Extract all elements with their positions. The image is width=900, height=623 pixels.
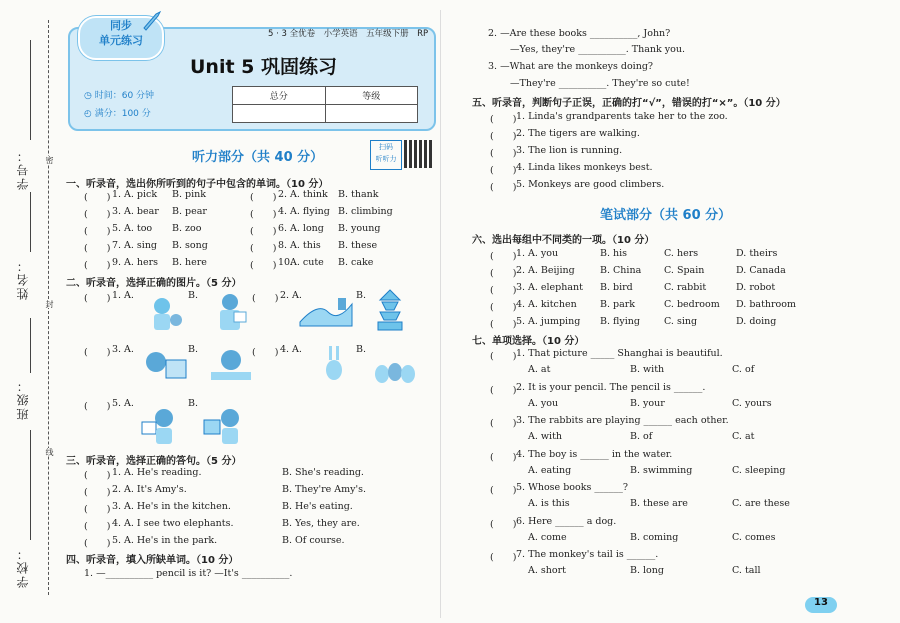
answer-paren[interactable]: ( ) (250, 243, 277, 254)
question-number: 5. (112, 398, 122, 409)
section-6-title: 六、选出每组中不同类的一项。（10 分） (472, 235, 655, 246)
option-a[interactable]: A. you (528, 397, 559, 409)
answer-paren[interactable]: ( ) (84, 504, 111, 515)
option-b[interactable]: B. China (600, 265, 642, 276)
score-total-cell[interactable] (233, 105, 326, 123)
option-a[interactable]: A. is this (528, 498, 570, 509)
time-info: ◷ 时间：60 分钟 (84, 91, 155, 101)
binding-mark-feng: 封 (45, 300, 54, 308)
option-b[interactable]: B. song (172, 240, 208, 251)
picture-great-wall (298, 292, 354, 330)
option-c[interactable]: C. yours (732, 397, 772, 409)
question-number: 2. (112, 484, 122, 495)
option-a[interactable]: A. hers (124, 257, 159, 268)
answer-paren[interactable]: ( ) (84, 401, 111, 412)
option-b[interactable]: B. cake (338, 257, 374, 268)
option-b[interactable]: B. swimming (630, 464, 693, 476)
picture-girl-reading (208, 290, 254, 334)
picture-girl-folder (200, 404, 248, 446)
class-blank[interactable] (30, 318, 31, 373)
question-stem: 7. The monkey's tail is ______. (516, 549, 659, 560)
answer-paren[interactable]: ( ) (84, 538, 111, 549)
option-c[interactable]: C. sleeping (732, 464, 786, 476)
question-number: 7. (112, 240, 122, 251)
answer-paren[interactable]: ( ) (84, 192, 111, 203)
school-blank[interactable] (30, 430, 31, 540)
question-number: 2. (278, 189, 288, 200)
option-a[interactable]: A. cute (290, 257, 324, 268)
answer-paren[interactable]: ( ) (252, 293, 279, 304)
option-d[interactable]: D. doing (736, 316, 777, 327)
option-b[interactable]: B. thank (338, 189, 379, 200)
picture-pagoda (372, 288, 408, 332)
time-text: 时间：60 分钟 (94, 91, 155, 101)
option-c[interactable]: C. comes (732, 531, 776, 543)
question-number: 1. (516, 248, 526, 259)
score-table (232, 86, 418, 123)
option-a[interactable]: A. jumping (528, 316, 581, 327)
question-number: 9. (112, 257, 122, 268)
question-number: 1. (112, 189, 122, 200)
option-a[interactable]: A. kitchen (528, 299, 577, 310)
answer-paren[interactable]: ( ) (490, 319, 517, 330)
question-number: 2. (516, 265, 526, 276)
option-a[interactable]: A. short (528, 565, 566, 576)
answer-paren[interactable]: ( ) (490, 131, 517, 142)
s4-line-5[interactable]: —They're __________. They're so cute! (510, 78, 690, 89)
option-c[interactable]: C. at (732, 431, 755, 442)
answer-paren[interactable]: ( ) (490, 148, 517, 159)
score-info: ◴ 满分：100 分 (84, 109, 151, 119)
option-b[interactable]: B. long (630, 565, 664, 576)
option-a[interactable]: A. too (124, 223, 153, 234)
question-number: 4. (516, 299, 526, 310)
statement: 5. Monkeys are good climbers. (516, 179, 665, 190)
writing-part-title: 笔试部分（共 60 分） (600, 208, 732, 223)
option-c[interactable]: C. rabbit (664, 282, 707, 293)
picture-girl-book (138, 404, 182, 446)
option-b[interactable]: B. park (600, 299, 636, 310)
option-a[interactable]: A. with (528, 431, 563, 442)
option-a[interactable]: A. I see two elephants. (124, 518, 234, 529)
full-score-text: 满分：100 分 (94, 109, 151, 119)
option-b[interactable]: B. bird (600, 282, 633, 293)
answer-paren[interactable]: ( ) (84, 521, 111, 532)
option-b[interactable]: B. pear (172, 206, 207, 217)
option-b[interactable]: B. young (338, 223, 381, 234)
question-stem: 6. Here ______ a dog. (516, 515, 617, 527)
option-b[interactable]: B. pink (172, 189, 207, 200)
answer-paren[interactable]: ( ) (84, 226, 111, 237)
answer-paren[interactable]: ( ) (250, 192, 277, 203)
class-label: 班级： (16, 378, 30, 420)
option-a[interactable]: A. long (290, 223, 324, 234)
answer-paren[interactable]: ( ) (84, 293, 111, 304)
question-number: 2. (280, 290, 290, 301)
picture-three-rabbits (372, 344, 418, 386)
option-c[interactable]: C. are these (732, 498, 790, 509)
section-5-title: 五、听录音，判断句子正误，正确的打“√”，错误的打“×”。（10 分） (472, 98, 786, 109)
answer-paren[interactable]: ( ) (490, 485, 517, 496)
option-a[interactable]: A. come (528, 531, 567, 543)
option-a[interactable]: A. sing (124, 240, 158, 251)
section-1-title: 一、听录音，选出你所听到的句子中包含的单词。（10 分） (66, 179, 329, 190)
s4-line-4: 3. —What are the monkeys doing? (488, 61, 654, 72)
option-a[interactable]: A. eating (528, 464, 572, 476)
option-c[interactable]: C. bedroom (664, 299, 720, 310)
series-info: 5 · 3 全优卷 小学英语 五年级下册 RP (268, 29, 429, 39)
question-number: 5. (112, 535, 122, 546)
option-d[interactable]: D. Canada (736, 265, 786, 276)
answer-paren[interactable]: ( ) (490, 351, 517, 362)
answer-paren[interactable]: ( ) (250, 226, 277, 237)
page-number: 13 (805, 597, 837, 613)
picture-monster-box (140, 346, 190, 386)
s4-line-3[interactable]: —Yes, they're __________. Thank you. (510, 44, 685, 55)
section-7-title: 七、单项选择。（10 分） (472, 336, 585, 347)
name-blank[interactable] (30, 192, 31, 252)
option-a[interactable]: A. flying (290, 206, 330, 217)
answer-paren[interactable]: ( ) (490, 518, 517, 530)
statement: 4. Linda likes monkeys best. (516, 162, 653, 173)
answer-paren[interactable]: ( ) (490, 302, 517, 313)
option-b[interactable]: B. (356, 344, 367, 355)
option-b[interactable]: B. here (172, 257, 207, 268)
option-a[interactable]: A. (292, 290, 302, 301)
question-number: 10. (278, 257, 294, 268)
option-a[interactable]: A. at (528, 364, 551, 375)
badge-line-2: 单元练习 (99, 34, 143, 47)
statement: 2. The tigers are walking. (516, 128, 640, 139)
answer-paren[interactable]: ( ) (84, 487, 111, 498)
question-number: 3. (112, 206, 122, 217)
option-b[interactable]: B. coming (630, 531, 679, 543)
answer-paren[interactable]: ( ) (250, 260, 277, 271)
question-stem: 3. The rabbits are playing ______ each other. (516, 415, 729, 426)
question-number: 4. (278, 206, 288, 217)
option-b[interactable]: B. of (630, 431, 653, 442)
statement: 3. The lion is running. (516, 145, 623, 156)
answer-paren[interactable]: ( ) (250, 209, 277, 220)
option-a[interactable]: A. He's reading. (124, 467, 202, 478)
answer-paren[interactable]: ( ) (252, 347, 279, 358)
answer-paren[interactable]: ( ) (490, 114, 517, 125)
option-b[interactable]: B. flying (600, 316, 640, 327)
option-c[interactable]: C. Spain (664, 265, 705, 276)
score-col-total: 总分 (233, 87, 326, 105)
question-number: 8. (278, 240, 288, 251)
answer-paren[interactable]: ( ) (490, 268, 517, 279)
option-a[interactable]: A. bear (124, 206, 159, 217)
binding-mark-xian: 线 (45, 448, 54, 456)
option-b[interactable]: B. zoo (172, 223, 202, 234)
binding-mark-mi: 密 (45, 156, 54, 164)
score-grade-cell[interactable] (325, 105, 418, 123)
option-b[interactable]: B. (188, 344, 199, 355)
question-stem: 1. That picture _____ Shanghai is beautiful. (516, 348, 723, 359)
option-b[interactable]: B. He's eating. (282, 501, 353, 512)
rocket-icon (140, 8, 164, 32)
answer-paren[interactable]: ( ) (490, 251, 517, 262)
s4-line-2[interactable]: 2. —Are these books __________, John? (488, 28, 671, 39)
option-a[interactable]: A. you (528, 248, 559, 259)
picture-monster-lying (205, 346, 255, 386)
section-3-title: 三、听录音，选择正确的答句。（5 分） (66, 456, 242, 467)
question-number: 1. (112, 290, 122, 301)
option-a[interactable]: A. (124, 398, 134, 409)
answer-paren[interactable]: ( ) (490, 182, 517, 193)
question-number: 3. (112, 501, 122, 512)
answer-paren[interactable]: ( ) (490, 165, 517, 176)
option-a[interactable]: A. It's Amy's. (124, 484, 187, 495)
unit-title: Unit 5 巩固练习 (190, 56, 337, 78)
score-col-grade: 等级 (325, 87, 418, 105)
answer-paren[interactable]: ( ) (490, 384, 517, 396)
question-number: 5. (516, 316, 526, 327)
option-b[interactable]: B. (188, 290, 199, 301)
answer-paren[interactable]: ( ) (84, 470, 111, 481)
answer-paren[interactable]: ( ) (490, 451, 517, 463)
option-a[interactable]: A. (292, 344, 302, 355)
option-c[interactable]: C. of (732, 364, 755, 375)
option-b[interactable]: B. Yes, they are. (282, 518, 360, 529)
option-b[interactable]: B. (356, 290, 367, 301)
section-2-title: 二、听录音，选择正确的图片。（5 分） (66, 278, 242, 289)
listening-part-title: 听力部分（共 40 分） (192, 150, 324, 165)
option-a[interactable]: A. (124, 290, 134, 301)
option-b[interactable]: B. (188, 398, 199, 409)
question-number: 1. (112, 467, 122, 478)
qr-caption-2: 听听力 (375, 155, 397, 163)
option-b[interactable]: B. with (630, 364, 665, 375)
student-no-label: 学号： (16, 148, 30, 190)
answer-paren[interactable]: ( ) (490, 285, 517, 296)
picture-one-rabbit (320, 342, 348, 386)
option-a[interactable]: A. this (290, 240, 321, 251)
qr-caption (370, 140, 402, 170)
name-label: 姓名： (16, 258, 30, 300)
question-number: 4. (112, 518, 122, 529)
answer-paren[interactable]: ( ) (84, 243, 111, 254)
option-b[interactable]: B. these are (630, 498, 688, 509)
option-c[interactable]: C. sing (664, 316, 698, 327)
option-a[interactable]: A. (124, 344, 134, 355)
question-number: 6. (278, 223, 288, 234)
question-number: 3. (516, 282, 526, 293)
option-a[interactable]: A. Beijing (528, 265, 575, 276)
page-gutter (440, 10, 441, 618)
option-a[interactable]: A. He's in the park. (124, 535, 218, 546)
section-4-title: 四、听录音，填入所缺单词。（10 分） (66, 555, 239, 566)
option-d[interactable]: D. bathroom (736, 299, 796, 310)
question-number: 3. (112, 344, 122, 355)
option-a[interactable]: A. He's in the kitchen. (124, 501, 231, 512)
question-stem: 5. Whose books ______? (516, 482, 628, 493)
qr-code-icon[interactable] (404, 140, 432, 168)
option-c[interactable]: C. hers (664, 248, 699, 259)
option-d[interactable]: D. robot (736, 282, 776, 293)
option-c[interactable]: C. tall (732, 565, 761, 576)
option-b[interactable]: B. climbing (338, 206, 393, 217)
qr-caption-1: 扫码 (379, 143, 393, 151)
option-b[interactable]: B. Of course. (282, 535, 345, 546)
picture-girl-with-dog (142, 292, 188, 334)
badge-line-1: 同步 (110, 19, 132, 32)
question-number: 4. (280, 344, 290, 355)
option-a[interactable]: A. think (290, 189, 328, 200)
answer-paren[interactable]: ( ) (84, 260, 111, 271)
answer-paren[interactable]: ( ) (84, 347, 111, 358)
student-no-blank[interactable] (30, 40, 31, 140)
option-b[interactable]: B. They're Amy's. (282, 484, 367, 495)
question-stem: 4. The boy is ______ in the water. (516, 448, 673, 460)
option-b[interactable]: B. his (600, 248, 628, 259)
school-label: 学校： (16, 546, 30, 588)
answer-paren[interactable]: ( ) (84, 209, 111, 220)
option-a[interactable]: A. pick (124, 189, 158, 200)
option-b[interactable]: B. these (338, 240, 378, 251)
answer-paren[interactable]: ( ) (490, 552, 517, 563)
option-b[interactable]: B. She's reading. (282, 467, 364, 478)
option-a[interactable]: A. elephant (528, 282, 583, 293)
question-number: 5. (112, 223, 122, 234)
statement: 1. Linda's grandparents take her to the zoo. (516, 111, 728, 122)
question-stem: 2. It is your pencil. The pencil is ______. (516, 381, 706, 393)
option-b[interactable]: B. your (630, 397, 665, 409)
s4-line-1[interactable]: 1. —__________ pencil is it? —It's __________. (84, 568, 293, 579)
answer-paren[interactable]: ( ) (490, 418, 517, 429)
option-d[interactable]: D. theirs (736, 248, 778, 259)
